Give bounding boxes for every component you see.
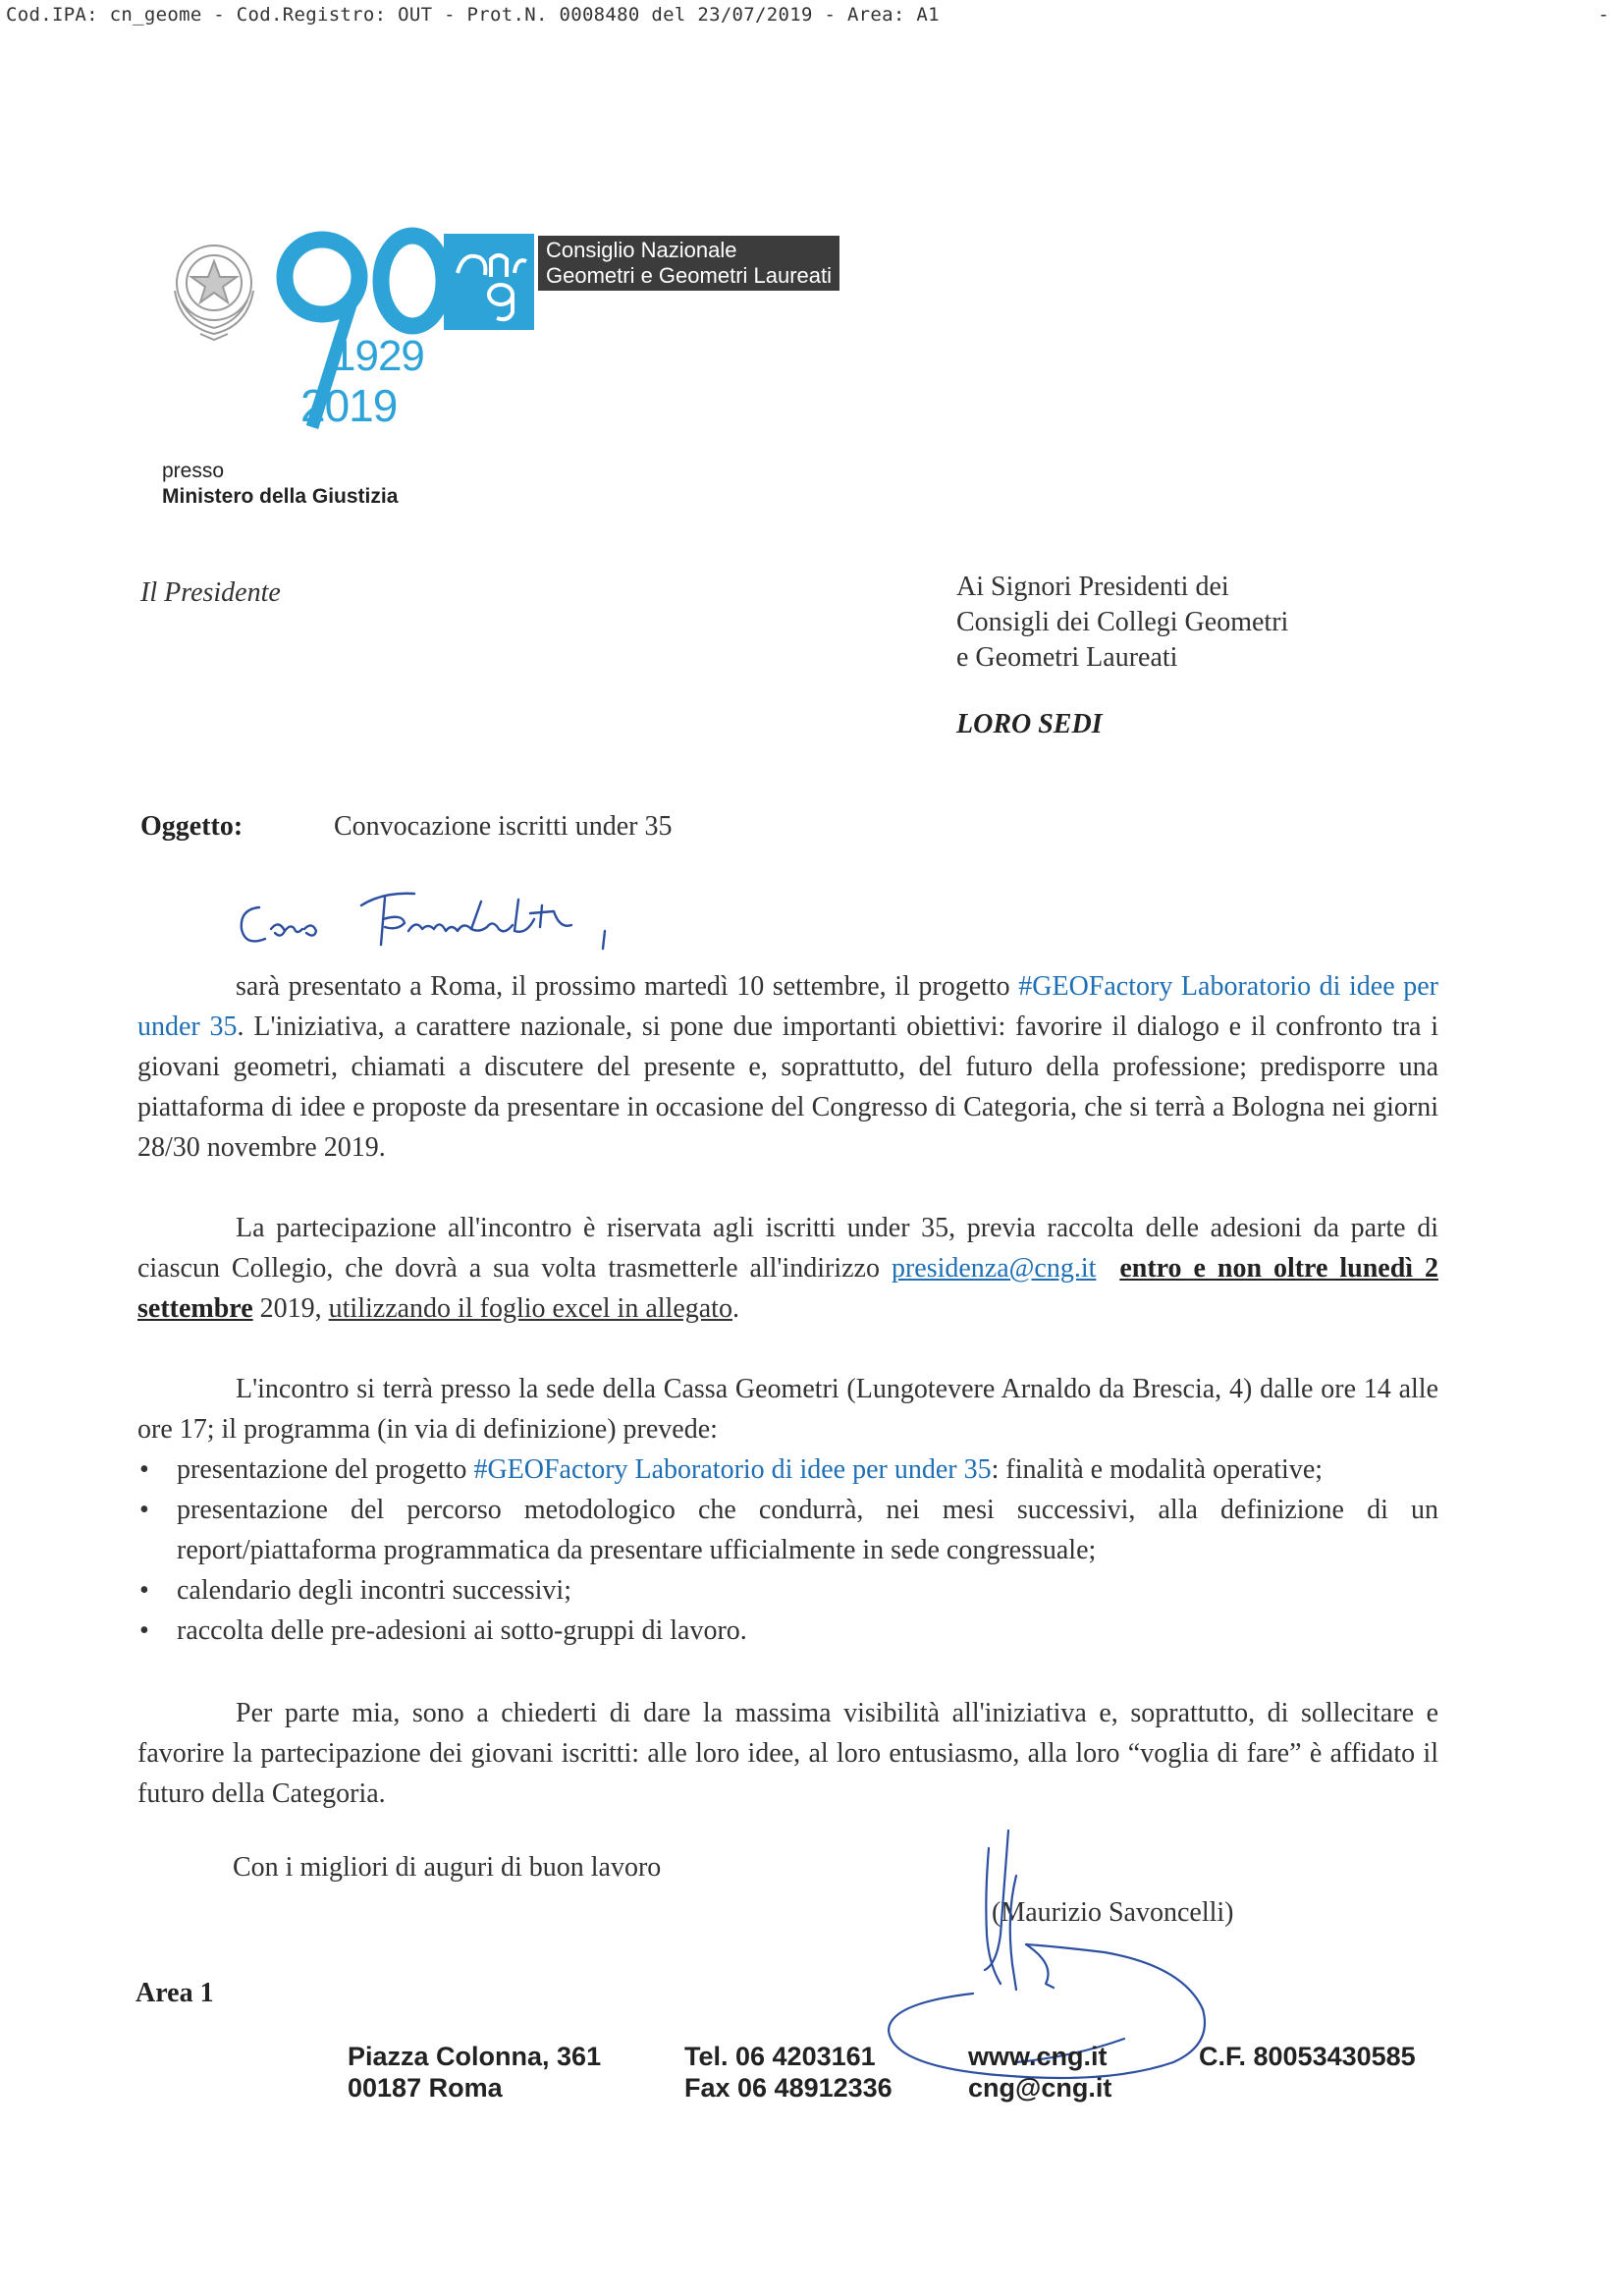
fiscal-code: C.F. 80053430585 <box>1199 2042 1416 2071</box>
geofactory-link[interactable]: #GEOFactory Laboratorio di idee per under 35 <box>137 971 1438 1042</box>
text-span: presentazione del percorso metodologico che condurrà, nei mesi successivi, alla definizione di un report/piattaforma programmatica da presentare ufficialmente in sede congressuale; <box>177 1495 1438 1565</box>
address-street: Piazza Colonna, 361 <box>348 2042 602 2071</box>
protocol-dash: - <box>1597 4 1609 26</box>
paragraph-presentation <box>137 966 1438 1168</box>
area-label: Area 1 <box>135 1978 214 2008</box>
bullet-icon: • <box>139 1454 149 1485</box>
text-span: . L'iniziativa, a carattere nazionale, si pone due importanti obiettivi: favorire il dialogo e il confronto tra i giovani geometri, chiamati a discutere del presente e, soprattutto, del futuro della professione; predisporre una piattaforma di idee e proposte da presentare in occasione del Congresso di Categoria, che si terrà a Bologna nei giorni 28/30 novembre 2019. <box>137 1011 1438 1163</box>
loro-sedi: LORO SEDI <box>956 709 1103 739</box>
attachment-note: utilizzando il foglio excel in allegato <box>328 1293 732 1324</box>
council-name-line2: Geometri e Geometri Laureati <box>546 263 833 288</box>
bullet-icon: • <box>139 1575 149 1606</box>
phone-number: Tel. 06 4203161 <box>684 2042 876 2071</box>
signer-name: (Maurizio Savoncelli) <box>992 1897 1234 1928</box>
geofactory-link[interactable]: #GEOFactory Laboratorio di idee per under 35 <box>473 1454 992 1485</box>
text-span: calendario degli incontri successivi; <box>177 1575 571 1606</box>
address-city: 00187 Roma <box>348 2073 503 2103</box>
recipient-line: e Geometri Laureati <box>956 642 1178 673</box>
paragraph-closing-request: Per parte mia, sono a chiederti di dare la massima visibilità all'iniziativa e, soprattutto, di sollecitare e favorire la partecipazione dei giovani iscritti: alle loro idee, al loro entusiasmo, alla loro “voglia di fare” è affidato il futuro della Categoria. <box>137 1698 1438 1809</box>
cng-logo-mark <box>444 234 534 330</box>
bullet-icon: • <box>139 1495 149 1525</box>
list-item <box>137 1449 1438 1490</box>
list-item <box>137 1490 1438 1570</box>
presidenza-email-link[interactable]: presidenza@cng.it <box>891 1253 1097 1284</box>
list-item <box>137 1611 1438 1651</box>
closing-greeting: Con i migliori di auguri di buon lavoro <box>233 1852 662 1883</box>
footer-web <box>968 2041 1111 2104</box>
text-span: sarà presentato a Roma, il prossimo martedì 10 settembre, il progetto <box>236 971 1019 1002</box>
presso-label: presso <box>162 460 225 482</box>
year-start: 1929 <box>332 332 424 380</box>
list-item <box>137 1570 1438 1611</box>
sender-title: Il Presidente <box>140 577 281 608</box>
subject-label: Oggetto: <box>140 811 243 842</box>
recipient-block <box>956 570 1288 676</box>
text-span: raccolta delle pre-adesioni ai sotto-gruppi di lavoro. <box>177 1615 747 1646</box>
recipient-line: Consigli dei Collegi Geometri <box>956 607 1289 637</box>
text-span: presentazione del progetto <box>177 1454 474 1485</box>
website-link[interactable]: www.cng.it <box>968 2042 1108 2071</box>
deadline-text: entro e non oltre lunedì 2 settembre <box>137 1253 1438 1324</box>
protocol-stamp: Cod.IPA: cn_geome - Cod.Registro: OUT - Prot.N. 0008480 del 23/07/2019 - Area: A1 <box>6 4 940 26</box>
text-span: . <box>731 1293 739 1324</box>
footer-address <box>348 2041 601 2104</box>
cng-monogram-icon <box>444 234 534 330</box>
paragraph-meeting: L'incontro si terrà presso la sede della Cassa Geometri (Lungotevere Arnaldo da Brescia, 4) dalle ore 14 alle ore 17; il programma (in via di definizione) prevede: <box>137 1374 1438 1445</box>
handwritten-salutation <box>236 880 658 968</box>
year-end: 2019 <box>300 380 398 431</box>
email-link[interactable]: cng@cng.it <box>968 2073 1112 2103</box>
text-span: : finalità e modalità operative; <box>991 1454 1324 1485</box>
paragraph-participation <box>137 1208 1438 1329</box>
text-span: La partecipazione all'incontro è riservata agli iscritti under 35, previa raccolta delle adesioni da parte di ciascun Collegio, che dovrà a sua volta trasmetterle all'indirizzo <box>137 1213 1438 1284</box>
fax-number: Fax 06 48912336 <box>684 2073 893 2103</box>
program-list <box>137 1449 1438 1651</box>
subject-text: Convocazione iscritti under 35 <box>334 811 673 842</box>
italian-republic-emblem-icon <box>161 232 267 342</box>
ministry-name: Ministero della Giustizia <box>162 485 399 508</box>
text-span: 2019, <box>252 1293 329 1324</box>
council-name-label <box>538 236 839 291</box>
council-name-line1: Consiglio Nazionale <box>546 238 737 262</box>
footer-phone <box>684 2041 893 2104</box>
bullet-icon: • <box>139 1615 149 1646</box>
anniversary-number: 90 <box>255 226 256 227</box>
recipient-line: Ai Signori Presidenti dei <box>956 572 1229 602</box>
